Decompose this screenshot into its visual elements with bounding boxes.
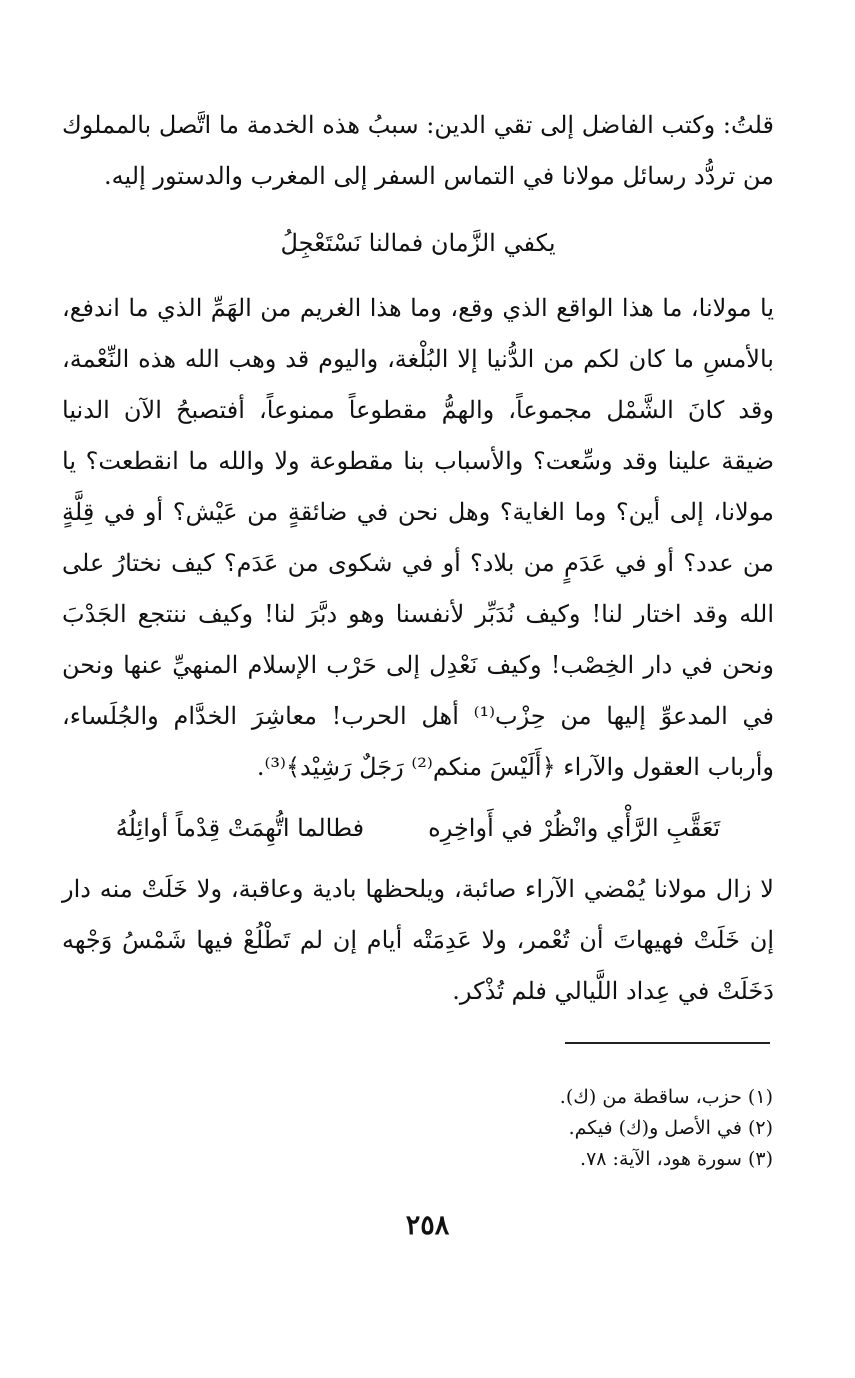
paragraph-intro: قلتُ: وكتب الفاضل إلى تقي الدين: سببُ هذه الخدمة ما اتَّصل بالمملوك من تردُّد رسائل مولانا في التماس السفر إلى المغرب والدستور إليه. — [62, 111, 774, 190]
footnote-separator — [565, 1042, 770, 1044]
verse-line-single: يكفي الزَّمان فمالنا نَسْتَعْجِلُ — [280, 229, 556, 257]
paragraph-closing: لا زال مولانا يُمْضي الآراء صائبة، ويلحظها بادية وعاقبة، ولا خَلَتْ منه دار إن خَلَتْ فهيهاتَ أن تُعْمر، ولا عَدِمَتْه أيام إن لم تَطْلُعْ فيها شَمْسُ وَجْهه دَخَلَتْ في عِداد اللَّيالي فلم تُذْكر. — [62, 875, 774, 1005]
verse-hemistich-second: فطالما اتُّهِمَتْ قِدْماً أوائِلُهُ — [115, 814, 365, 842]
verse-hemistich-first: تَعَقَّبِ الرَّأْي وانْظُرْ في أَواخِرِه — [428, 814, 721, 842]
page-body — [62, 100, 774, 1017]
paragraph-main: يا مولانا، ما هذا الواقع الذي وقع، وما هذا الغريم من الهَمِّ الذي ما اندفع، بالأمسِ ما كان لكم من الدُّنيا إلا البُلْغة، واليوم قد وهب الله هذه النِّعْمة، وقد كانَ الشَّمْل مجموعاً، والهمُّ مقطوعاً ممنوعاً، أفتصبحُ الآن الدنيا ضيقة علينا وقد وسِّعت؟ والأسباب بنا مقطوعة ولا والله ما انقطعت؟ يا مولانا، إلى أين؟ وما الغاية؟ وهل نحن في ضائقةٍ من عَيْش؟ أو في قِلَّةٍ من عدد؟ أو في عَدَمٍ من بلاد؟ أو في شكوى من عَدَم؟ كيف نختارُ على الله وقد اختار لنا! وكيف نُدَبِّر لأنفسنا وهو دبَّرَ لنا! وكيف ننتجع الجَدْبَ ونحن في دار الخِصْب! وكيف نَعْدِل إلى حَرْب الإسلام المنهيِّ عنها ونحن في المدعوِّ إليها من حِزْب⁽¹⁾ أهل الحرب! معاشِرَ الخدَّام والجُلَساء، وأرباب العقول والآراء ﴿أَلَيْسَ منكم⁽²⁾ رَجَلٌ رَشِيْد﴾⁽³⁾. — [62, 294, 775, 781]
footnotes — [173, 1082, 773, 1175]
footnote-3: (٣) سورة هود، الآية: ٧٨. — [580, 1148, 773, 1170]
page-number: ٢٥٨ — [405, 1210, 450, 1241]
verse-line-pair — [62, 803, 774, 854]
footnote-1: (١) حزب، ساقطة من (ك). — [559, 1086, 773, 1108]
footnote-2: (٢) في الأصل و(ك) فيكم. — [568, 1117, 773, 1139]
